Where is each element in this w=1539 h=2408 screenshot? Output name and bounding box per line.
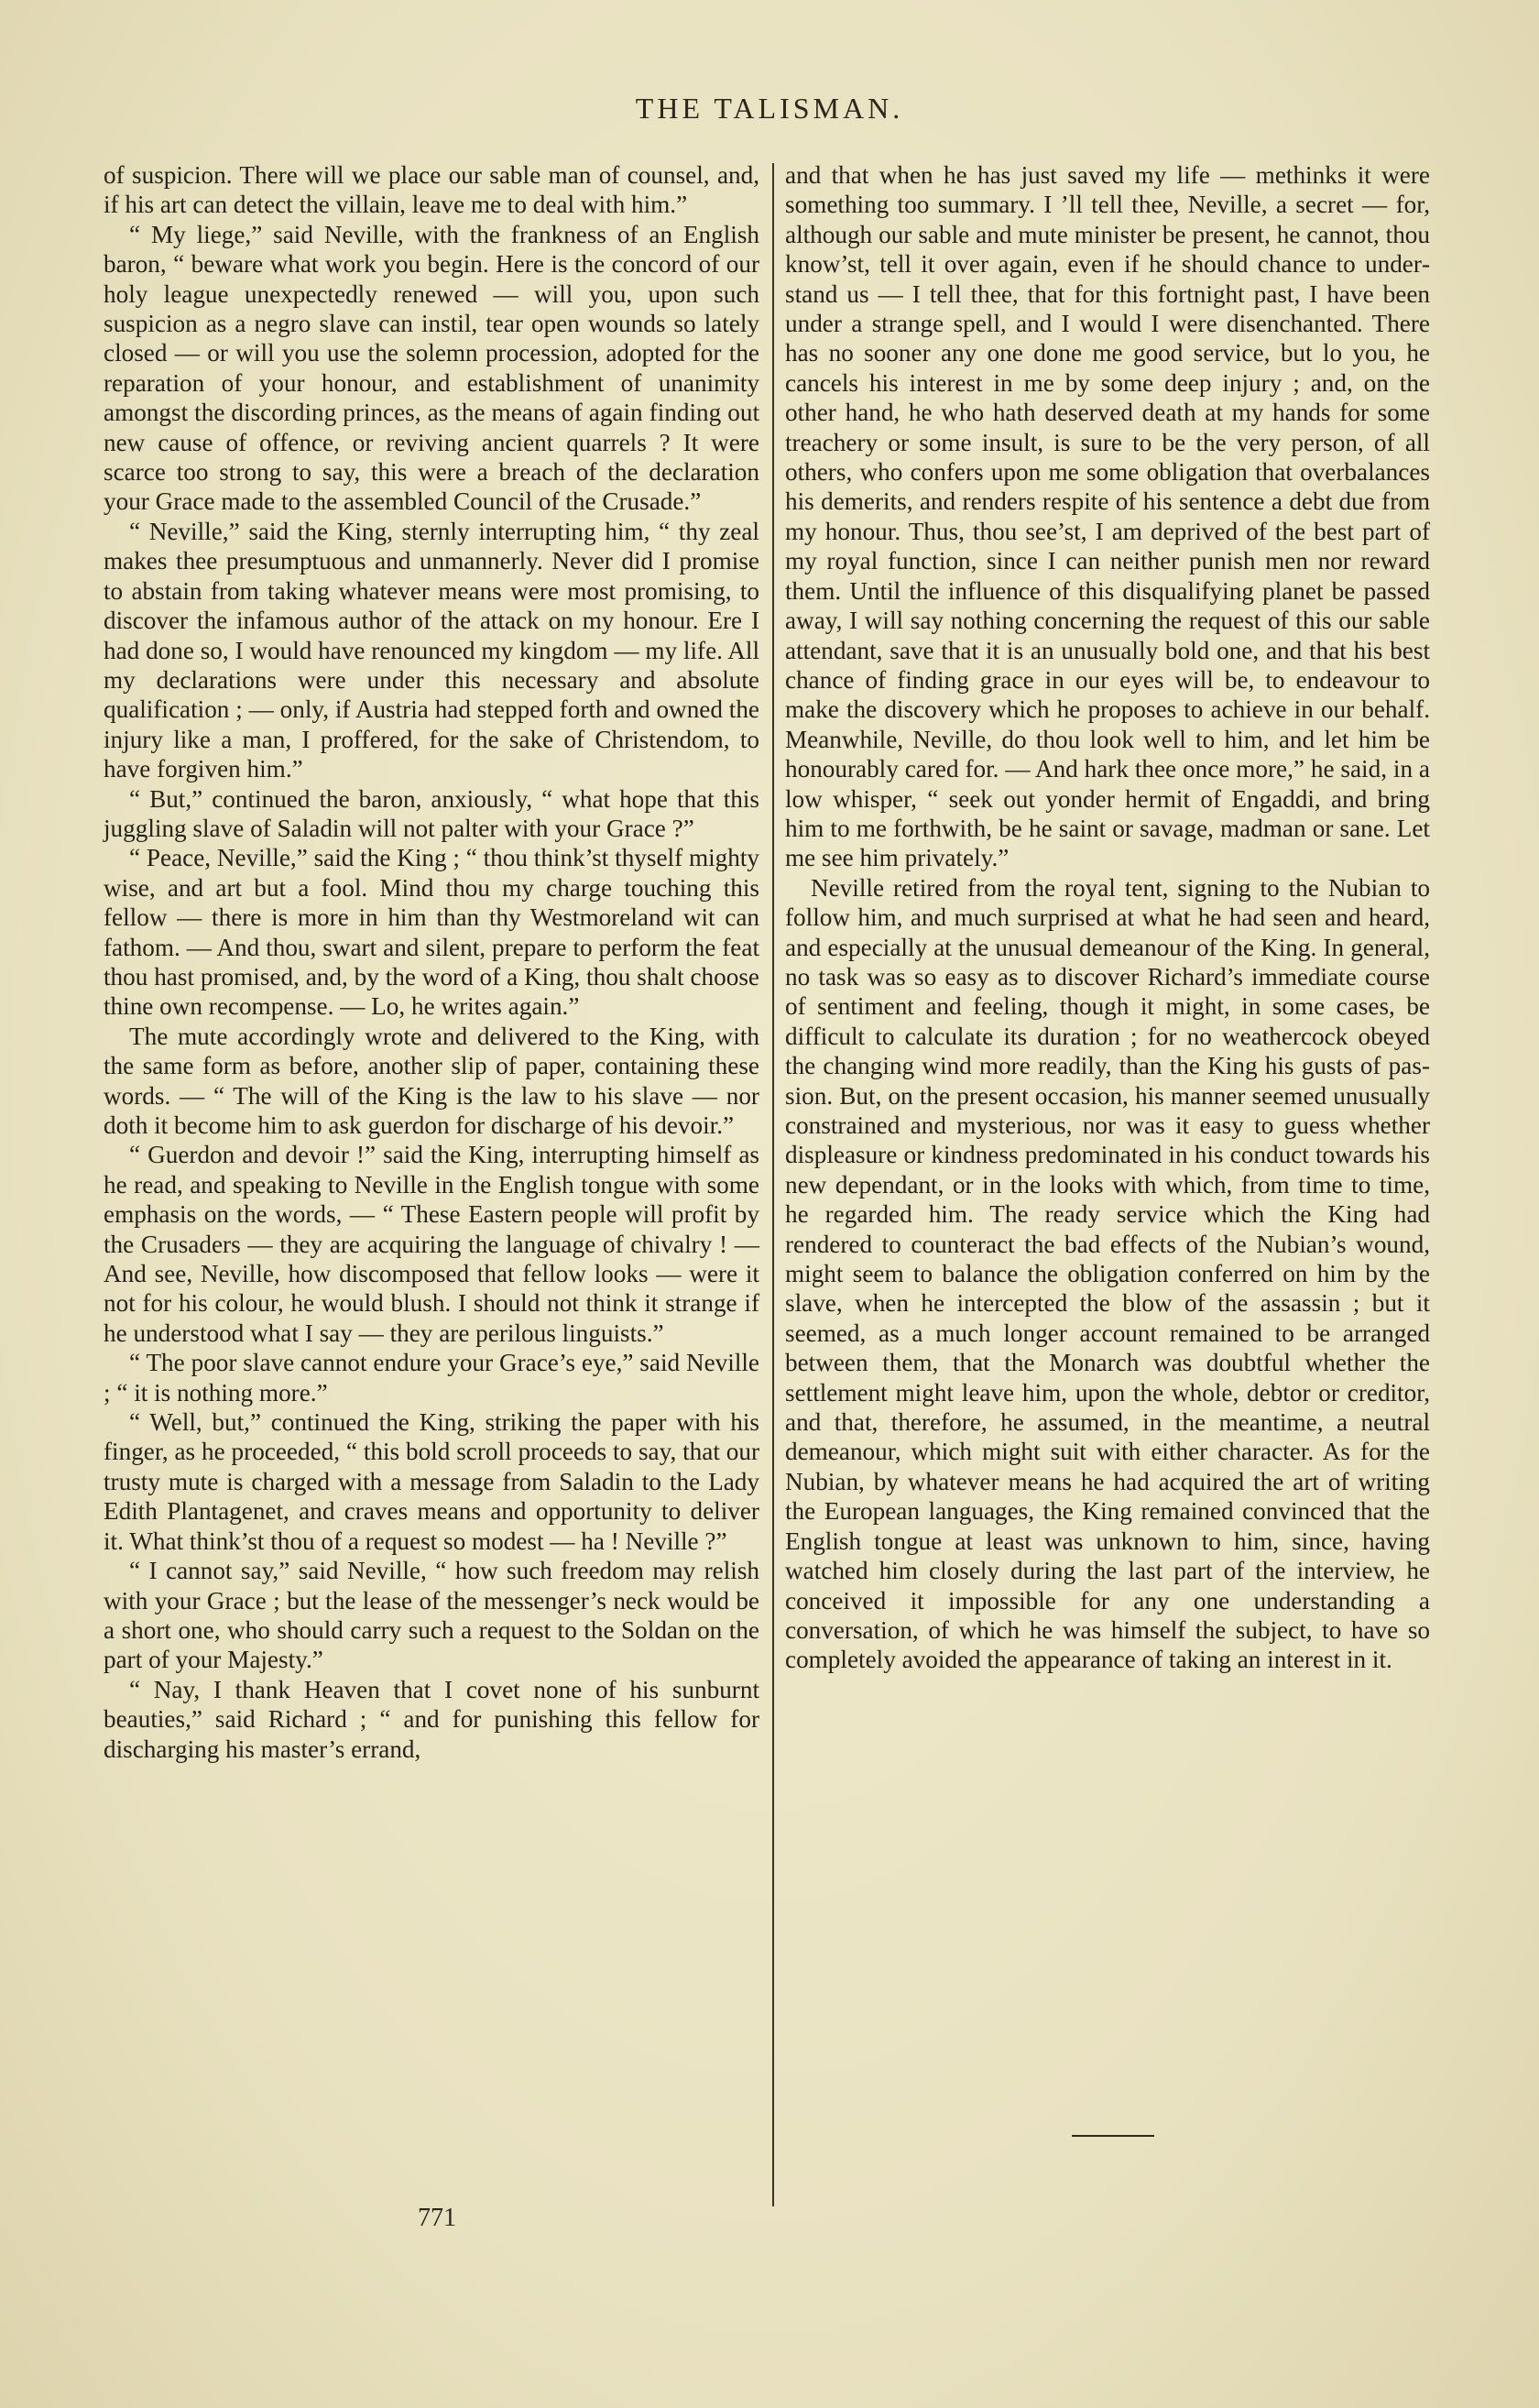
- right-column: [785, 160, 1430, 1675]
- left-column: [104, 160, 759, 1764]
- paragraph: of suspicion. There will we place our sable man of counsel, and, if his art can detect the villain, leave me to deal with him.”: [104, 161, 759, 219]
- paragraph: “ Neville,” said the King, sternly interrupting him, “ thy zeal makes thee presumptuous and unmannerly. Never did I promise to abstain from taking whatever means were most promising, to discover the infamous author of the attack on my honour. Ere I had done so, I would have renounced my kingdom — my life. All my declarations were under this necessary and absolute qualification ; — only, if Austria had stepped forth and owned the injury like a man, I proffered, for the sake of Christendom, to have forgiven him.”: [104, 517, 759, 783]
- running-header: THE TALISMAN.: [635, 92, 904, 125]
- page-number: 771: [418, 2204, 456, 2232]
- paragraph: and that when he has just saved my life — methinks it were something too summary. I ’ll tell thee, Neville, a secret — for, although our sable and mute minister be present, he cannot, thou know’st, tell it over again, even if he should chance to understand us — I tell thee, that for this fortnight past, I have been under a strange spell, and I would I were disenchanted. There has no sooner any one done me good service, but lo you, he cancels his interest in me by some deep injury ; and, on the other hand, he who hath deserved death at my hands for some treachery or some insult, is sure to be the very person, of all others, who confers upon me some obligation that overbalances his demerits, and renders respite of his sentence a debt due from my honour. Thus, thou see’st, I am deprived of the best part of my royal function, since I can neither punish men nor reward them. Until the influence of this disqualifying planet be passed away, I will say nothing concerning the request of this our sable attendant, save that it is an unusually bold one, and that his best chance of finding grace in our eyes will be, to endeavour to make the discovery which he proposes to achieve in our behalf. Meanwhile, Neville, do thou look well to him, and let him be honourably cared for. — And hark thee once more,” he said, in a low whisper, “ seek out yonder hermit of Engaddi, and bring him to me forthwith, be he saint or savage, madman or sane. Let me see him privately.”: [785, 161, 1430, 872]
- paragraph: The mute accordingly wrote and delivered to the King, with the same form as before, another slip of paper, containing these words. — “ The will of the King is the law to his slave — nor doth it become him to ask guerdon for discharge of his devoir.”: [104, 1022, 759, 1139]
- column-divider: [772, 163, 774, 2206]
- paragraph: “ Well, but,” continued the King, striking the paper with his finger, as he proceeded, “ this bold scroll proceeds to say, that our trusty mute is charged with a message from Saladin to the Lady Edith Plantagenet, and craves means and opportunity to deliver it. What think’st thou of a request so modest — ha ! Neville ?”: [104, 1408, 759, 1555]
- paragraph: “ Guerdon and devoir !” said the King, interrupting himself as he read, and speaking to Neville in the English tongue with some emphasis on the words, — “ These Eastern people will profit by the Crusaders — they are acquiring the language of chivalry ! — And see, Neville, how discomposed that fellow looks — were it not for his colour, he would blush. I should not think it strange if he understood what I say — they are perilous linguists.”: [104, 1141, 759, 1347]
- paragraph: “ My liege,” said Neville, with the frankness of an English baron, “ beware what work you begin. Here is the concord of our holy league unexpectedly renewed — will you, upon such suspicion as a negro slave can instil, tear open wounds so lately closed — or will you use the solemn procession, adopted for the reparation of your honour, and establishment of unanimity amongst the discording princes, as the means of again finding out new cause of offence, or reviving ancient quarrels ? It were scarce too strong to say, this were a breach of the declaration your Grace made to the assembled Council of the Crusade.”: [104, 220, 759, 516]
- paragraph: “ The poor slave cannot endure your Grace’s eye,” said Neville ; “ it is nothing more.”: [104, 1349, 759, 1406]
- section-end-rule: [1072, 2135, 1154, 2137]
- paragraph: Neville retired from the royal tent, signing to the Nubian to follow him, and much surprised at what he had seen and heard, and especially at the unusual demeanour of the King. In general, no task was so easy as to discover Richard’s immediate course of sentiment and feeling, though it might, in some cases, be difficult to calculate its duration ; for no weathercock obeyed the changing wind more readily, than the King his gusts of passion. But, on the present occasion, his manner seemed unusually constrained and mysterious, nor was it easy to guess whether displeasure or kindness predominated in his conduct towards his new dependant, or in the looks with which, from time to time, he regarded him. The ready service which the King had rendered to counteract the bad effects of the Nubian’s wound, might seem to balance the obligation conferred on him by the slave, when he intercepted the blow of the assassin ; but it seemed, as a much longer account remained to be arranged between them, that the Monarch was doubtful whether the settlement might leave him, upon the whole, debtor or creditor, and that, therefore, he assumed, in the meantime, a neutral demeanour, which might suit with either character. As for the Nubian, by whatever means he had acquired the art of writing the European languages, the King remained convinced that the English tongue at least was unknown to him, since, having watched him closely during the last part of the interview, he conceived it impossible for any one understanding a conversation, of which he was himself the subject, to have so completely avoided the appearance of taking an interest in it.: [785, 873, 1430, 1674]
- paragraph: “ Peace, Neville,” said the King ; “ thou think’st thyself mighty wise, and art but a fool. Mind thou my charge touching this fellow — there is more in him than thy Westmoreland wit can fathom. — And thou, swart and silent, prepare to perform the feat thou hast promised, and, by the word of a King, thou shalt choose thine own recompense. — Lo, he writes again.”: [104, 844, 759, 1021]
- paragraph: “ I cannot say,” said Neville, “ how such freedom may relish with your Grace ; but the lease of the messenger’s neck would be a short one, who should carry such a request to the Soldan on the part of your Majesty.”: [104, 1557, 759, 1674]
- paragraph: “ But,” continued the baron, anxiously, “ what hope that this juggling slave of Saladin will not palter with your Grace ?”: [104, 784, 759, 842]
- paragraph: “ Nay, I thank Heaven that I covet none of his sunburnt beauties,” said Richard ; “ and for punishing this fellow for discharging his master’s errand,: [104, 1675, 759, 1763]
